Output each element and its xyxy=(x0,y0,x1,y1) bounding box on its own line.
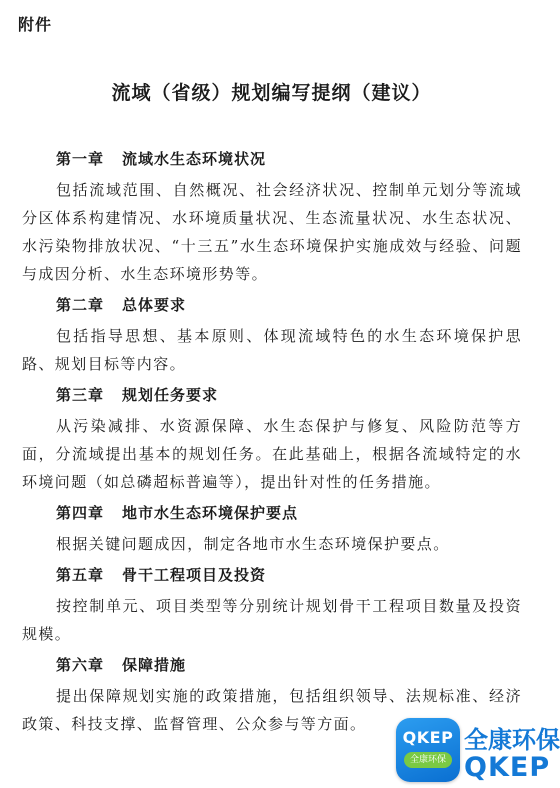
attachment-label: 附件 xyxy=(18,15,53,34)
chapter-1 xyxy=(22,148,522,288)
chapter-5 xyxy=(22,564,522,648)
chapter-paragraph: 包括指导思想、基本原则、体现流域特色的水生态环境保护思路、规划目标等内容。 xyxy=(22,327,522,373)
chapter-paragraph: 包括流域范围、自然概况、社会经济状况、控制单元划分等流域分区体系构建情况、水环境质量状况、生态流量状况、水生态状况、水污染物排放状况、“十三五”水生态环境保护实施成效与经验、问题与成因分析、水生态环境形势等。 xyxy=(22,181,522,283)
chapter-number: 第六章 xyxy=(56,656,105,674)
chapter-heading xyxy=(22,294,522,316)
chapter-paragraph: 根据关键问题成因，制定各地市水生态环境保护要点。 xyxy=(56,535,450,553)
chapter-paragraph: 按控制单元、项目类型等分别统计规划骨干工程项目数量及投资规模。 xyxy=(22,597,522,643)
chapter-title: 总体要求 xyxy=(122,296,187,314)
chapter-title: 流域水生态环境状况 xyxy=(122,150,267,168)
logo-badge-text: QKEP xyxy=(402,728,454,747)
chapter-2 xyxy=(22,294,522,378)
chapter-heading xyxy=(22,384,522,406)
qkep-watermark xyxy=(396,712,560,788)
qkep-logo-icon xyxy=(396,718,460,782)
chapter-number: 第四章 xyxy=(56,504,105,522)
chapter-heading xyxy=(22,502,522,524)
chapter-paragraph: 提出保障规划实施的政策措施，包括组织领导、法规标准、经济政策、科技支撑、监督管理、公众参与等方面。 xyxy=(22,687,522,733)
chapter-4 xyxy=(22,502,522,558)
chapter-number: 第二章 xyxy=(56,296,105,314)
watermark-text-en: QKEP xyxy=(464,752,551,783)
chapter-heading xyxy=(22,654,522,676)
chapter-title: 骨干工程项目及投资 xyxy=(122,566,267,584)
chapter-number: 第一章 xyxy=(56,150,105,168)
chapter-paragraph: 从污染减排、水资源保障、水生态保护与修复、风险防范等方面，分流域提出基本的规划任务。在此基础上，根据各流域特定的水环境问题（如总磷超标普遍等），提出针对性的任务措施。 xyxy=(22,417,522,491)
document-body xyxy=(22,148,522,744)
chapter-heading xyxy=(22,148,522,170)
chapter-number: 第五章 xyxy=(56,566,105,584)
logo-badge-subtext: 全康环保 xyxy=(404,752,452,768)
chapter-heading xyxy=(22,564,522,586)
chapter-title: 保障措施 xyxy=(122,656,187,674)
document-title: 流域（省级）规划编写提纲（建议） xyxy=(111,82,432,104)
chapter-title: 地市水生态环境保护要点 xyxy=(122,504,299,522)
chapter-3 xyxy=(22,384,522,496)
chapter-number: 第三章 xyxy=(56,386,105,404)
chapter-title: 规划任务要求 xyxy=(122,386,219,404)
watermark-text-cn: 全康环保 xyxy=(464,726,560,754)
